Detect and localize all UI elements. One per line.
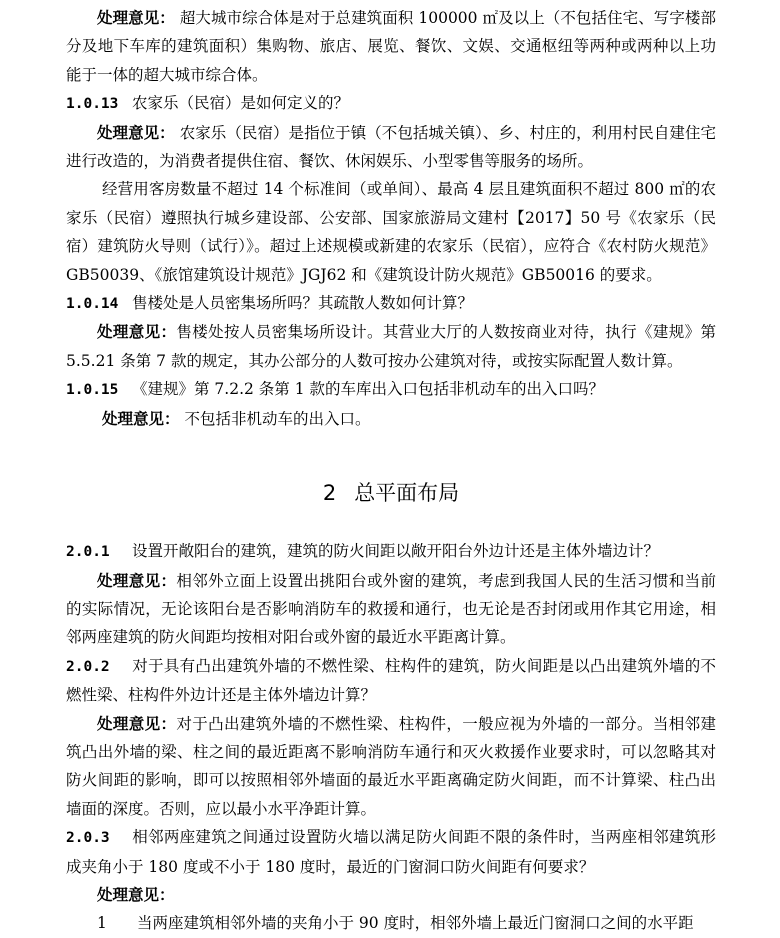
question-2-0-3 [66, 823, 716, 881]
answer-label: 处理意见： [97, 8, 175, 27]
answer-1-0-15 [66, 405, 716, 433]
answer-1-0-13 [66, 119, 716, 176]
question-1-0-15 [66, 375, 716, 404]
chapter-title: 总平面布局 [354, 481, 460, 506]
answer-label: 处理意见： [102, 408, 180, 428]
question-1-0-13 [66, 89, 716, 118]
question-number: 2.0.1 [66, 544, 110, 561]
document-page [66, 4, 716, 938]
answer-text: 农家乐（民宿）是指位于镇（不包括城关镇）、乡、村庄的，利用村民自建住宅进行改造的，为消费者提供住宿、餐饮、休闲娱乐、小型零售等服务的场所。 [66, 123, 716, 171]
question-number: 2.0.2 [66, 658, 110, 675]
answer-text: 相邻外立面上设置出挑阳台或外窗的建筑，考虑到我国人民的生活习惯和当前的实际情况，无论该阳台是否影响消防车的救援和通行，也无论是否封闭或用作其它用途，相邻两座建筑的防火间距均按相对阳台或外窗的最近水平距离计算。 [66, 571, 716, 647]
list-item-text: 当两座建筑相邻外墙的夹角小于 90 度时，相邻外墙上最近门窗洞口之间的水平距 [137, 914, 694, 933]
question-text: 设置开敞阳台的建筑，建筑的防火间距以敞开阳台外边计还是主体外墙边计？ [132, 542, 660, 561]
answer-2-0-3 [66, 881, 716, 909]
question-text: 相邻两座建筑之间通过设置防火墙以满足防火间距不限的条件时，当两座相邻建筑形成夹角小于 180 度或不小于 180 度时，最近的门窗洞口防火间距有何要求？ [66, 828, 716, 876]
answer-text: 不包括非机动车的出入口。 [184, 409, 371, 428]
answer-label: 处理意见： [97, 570, 177, 590]
question-text: 《建规》第 7.2.2 条第 1 款的车库出入口包括非机动车的出入口吗？ [132, 380, 605, 399]
answer-text: 超大城市综合体是对于总建筑面积 100000 ㎡及以上（不包括住宅、写字楼部分及地下车库的建筑面积）集购物、旅店、展览、餐饮、文娱、交通枢纽等两种或两种以上功能于一体的超大城市综合体。 [66, 9, 716, 84]
question-number: 2.0.3 [66, 830, 110, 847]
answer-label: 处理意见： [97, 122, 175, 142]
question-text: 农家乐（民宿）是如何定义的？ [132, 94, 350, 113]
question-1-0-14 [66, 289, 716, 318]
question-text: 对于具有凸出建筑外墙的不燃性梁、柱构件的建筑，防火间距是以凸出建筑外墙的不燃性梁、柱构件外边计还是主体外墙边计算？ [66, 656, 716, 705]
answer-1-0-14 [66, 318, 716, 375]
question-number: 1.0.14 [66, 296, 119, 313]
answer-text: 对于凸出建筑外墙的不燃性梁、柱构件，一般应视为外墙的一部分。当相邻建筑凸出外墙的梁、柱之间的最近距离不影响消防车通行和灭火救援作业要求时，可以忽略其对防火间距的影响，即可以按照相邻外墙面的最近水平距离确定防火间距，而不计算梁、柱凸出墙面的深度。否则，应以最小水平净距计算。 [66, 714, 716, 818]
answer-label: 处理意见： [97, 322, 177, 342]
chapter-number: 2 [322, 481, 337, 506]
chapter-heading [66, 478, 716, 508]
list-item-number: 1 [97, 914, 107, 933]
answer-label: 处理意见： [97, 884, 175, 904]
question-number: 1.0.15 [66, 382, 119, 399]
answer-text: 售楼处按人员密集场所设计。其营业大厅的人数按商业对待，执行《建规》第 5.5.21 条第 7 款的规定，其办公部分的人数可按办公建筑对待，或按实际配置人数计算。 [66, 323, 716, 370]
question-2-0-2 [66, 652, 716, 710]
question-text: 售楼处是人员密集场所吗？其疏散人数如何计算？ [132, 294, 474, 313]
question-number: 1.0.13 [66, 96, 119, 113]
answer-label: 处理意见： [97, 713, 177, 733]
answer-1-0-12 [66, 4, 716, 89]
answer-2-0-2 [66, 710, 716, 824]
question-2-0-1 [66, 537, 716, 566]
list-item-1 [66, 909, 716, 937]
answer-extra-text: 经营用客房数量不超过 14 个标准间（或单间）、最高 4 层且建筑面积不超过 800 ㎡的农家乐（民宿）遵照执行城乡建设部、公安部、国家旅游局文建村【2017】50 号《农家乐（民宿）建筑防火导则（试行）》。超过上述规模或新建的农家乐（民宿），应符合《农村防火规范》GB50039、《旅馆建筑设计规范》JGJ62 和《建筑设计防火规范》GB50016 的要求。 [66, 180, 716, 284]
answer-2-0-1 [66, 567, 716, 652]
answer-1-0-13-extra [66, 175, 716, 289]
